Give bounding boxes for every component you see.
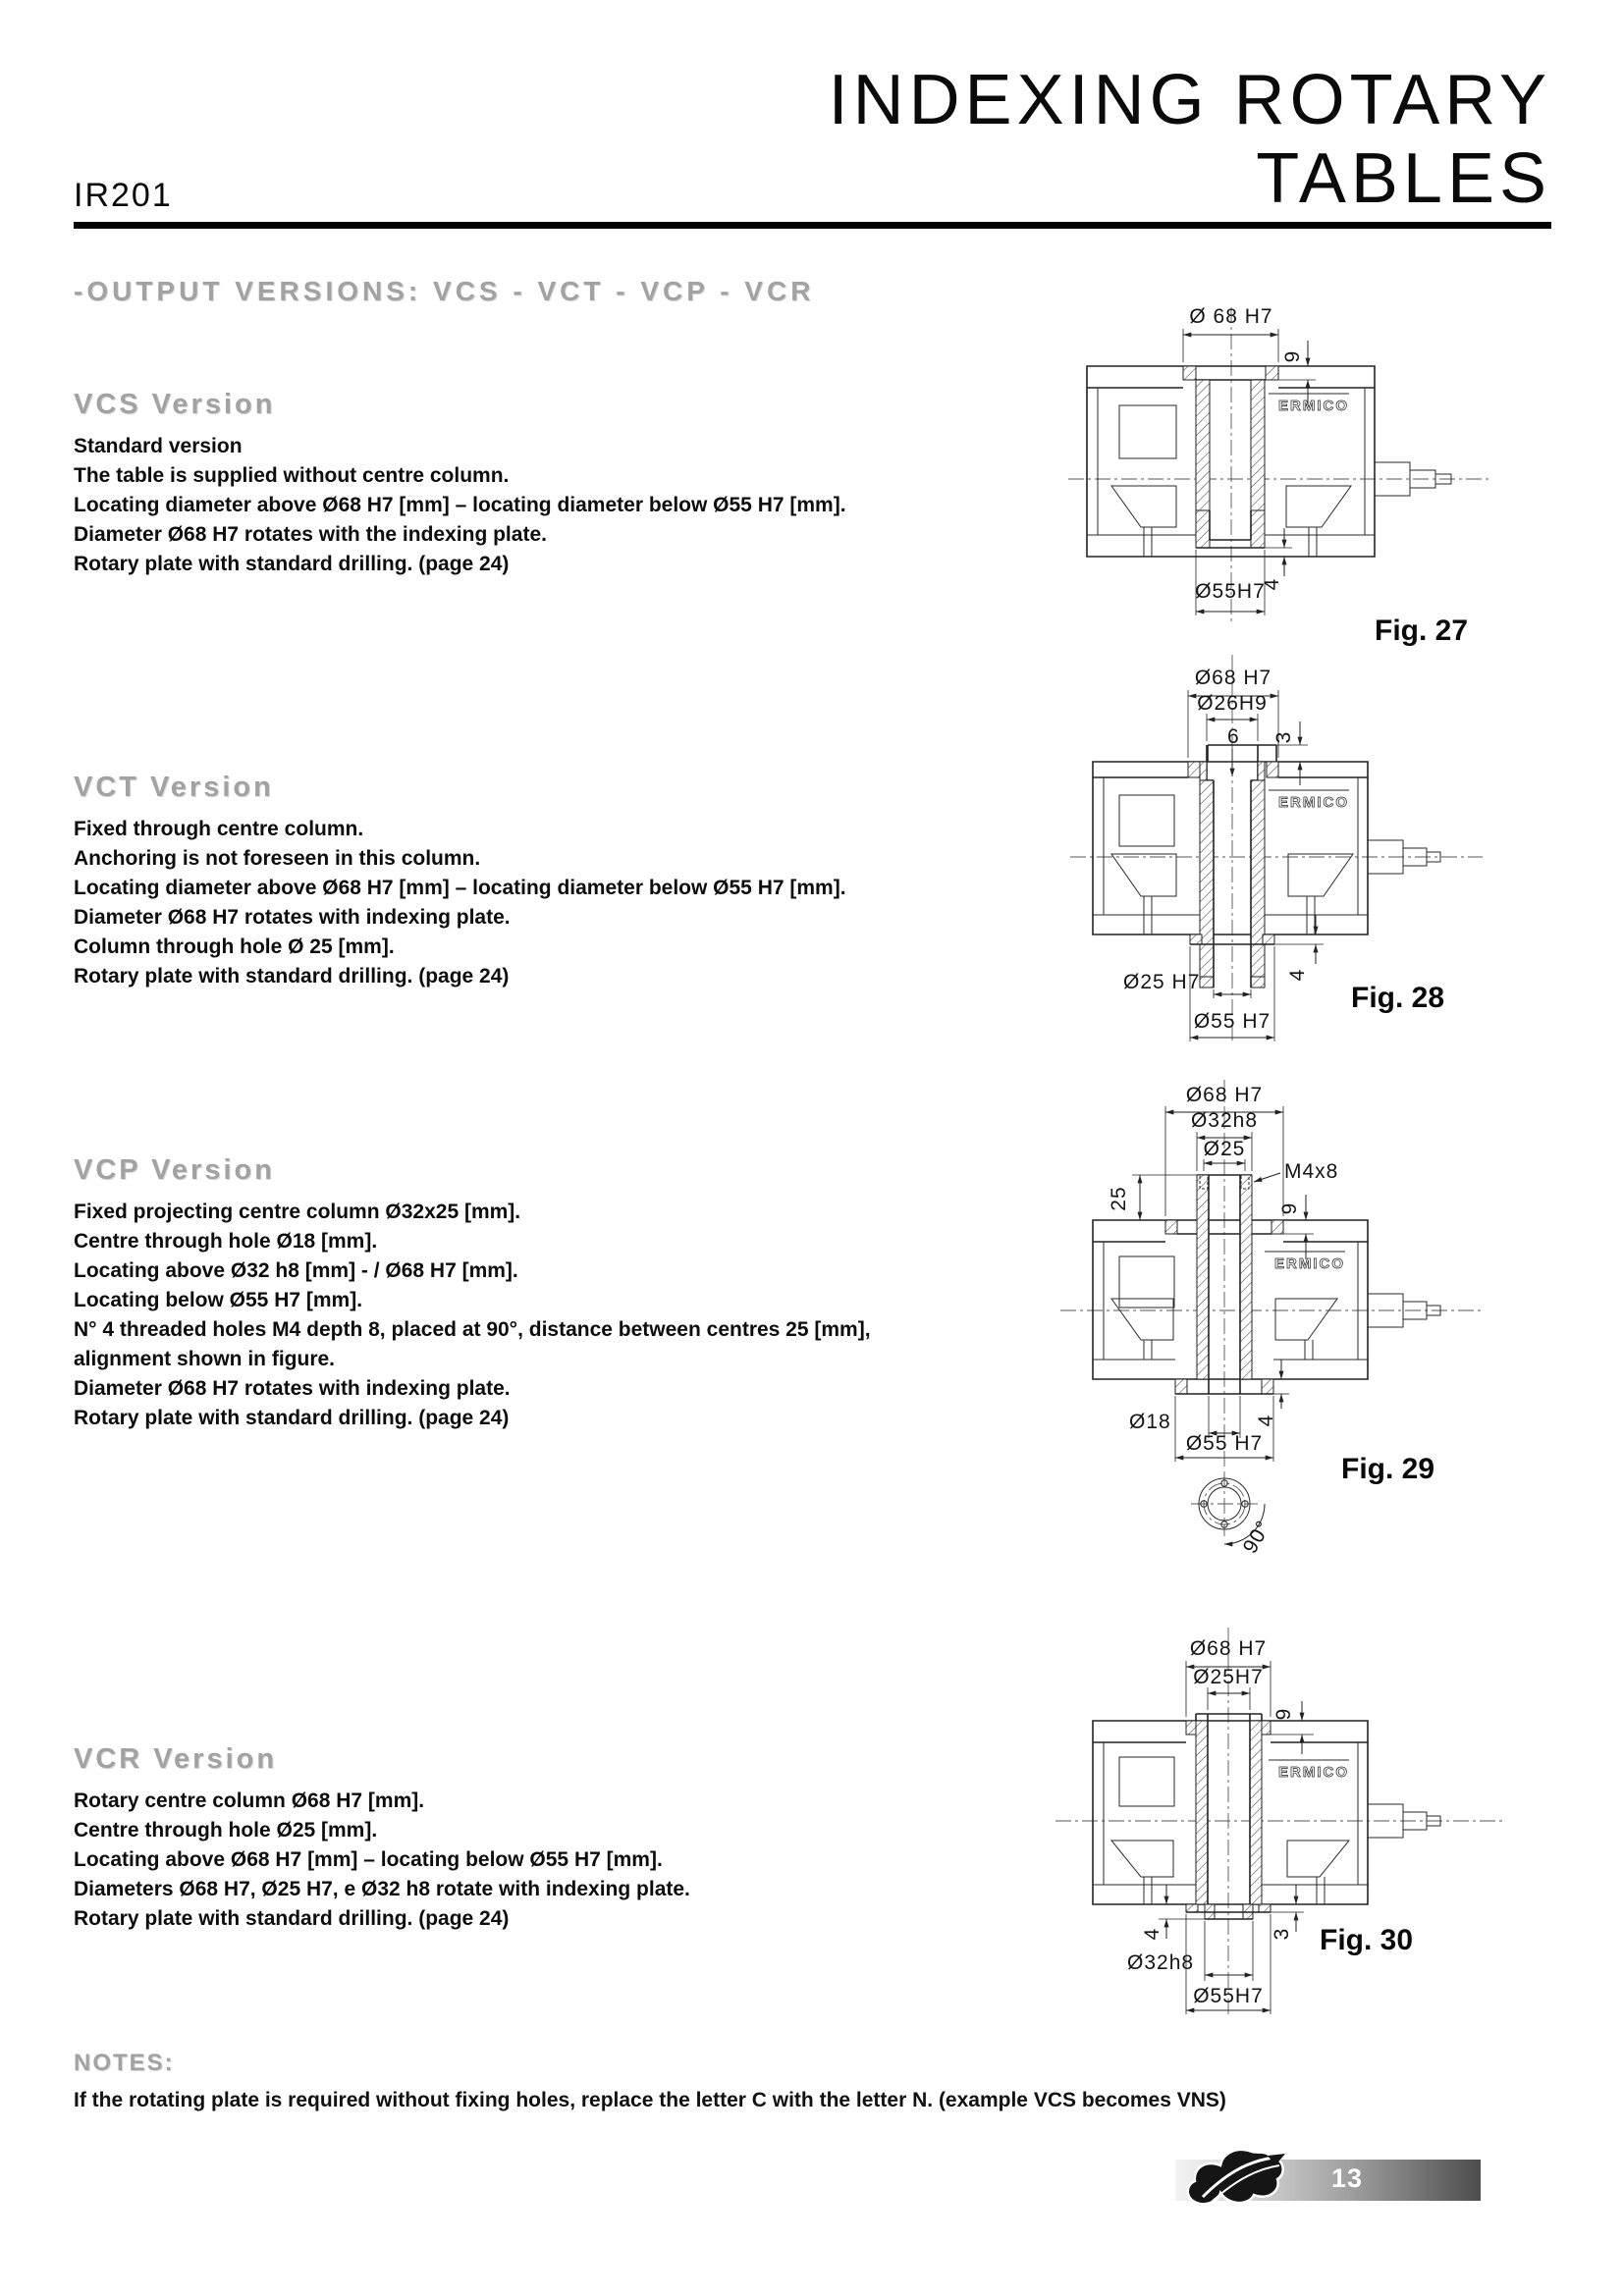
text-line: Locating below Ø55 H7 [mm].	[74, 1289, 363, 1311]
fig28-dim-depth: 3	[1272, 730, 1295, 744]
text-line: Diameter Ø68 H7 rotates with indexing plate.	[74, 1377, 511, 1400]
fig28-label: Fig. 28	[1351, 982, 1445, 1014]
text-line: Fixed through centre column.	[74, 818, 364, 840]
fig30-dim-bore: Ø25H7	[1193, 1666, 1264, 1688]
fig29-dim-depth: 9	[1278, 1201, 1301, 1215]
text-line: Column through hole Ø 25 [mm].	[74, 935, 395, 958]
text-line: Anchoring is not foreseen in this column.	[74, 847, 481, 870]
fig29-dim-bottom: Ø55 H7	[1185, 1432, 1264, 1455]
vcs-text	[74, 432, 1036, 579]
vcp-text	[74, 1198, 1036, 1433]
text-line: Diameter Ø68 H7 rotates with the indexing plate.	[74, 523, 547, 546]
text-line: Locating above Ø68 H7 [mm] – locating below Ø55 H7 [mm].	[74, 1848, 663, 1871]
text-line: Centre through hole Ø25 [mm].	[74, 1819, 378, 1842]
machine-logo: ERMICO	[1278, 398, 1349, 414]
fig30-dim-protrusion-right: 3	[1271, 1927, 1293, 1941]
fig30-dim-bottom: Ø55H7	[1193, 1985, 1264, 2007]
vct-heading: VCT Version	[74, 772, 274, 803]
fig30-dim-top: Ø68 H7	[1189, 1637, 1268, 1660]
fig29-dim-thread: M4x8	[1284, 1160, 1339, 1183]
text-line: Rotary plate with standard drilling. (page 24)	[74, 1407, 510, 1429]
fig29-dim-angle: 90°	[1238, 1516, 1276, 1558]
fig28-dim-step: 6	[1227, 725, 1240, 748]
text-line: Diameter Ø68 H7 rotates with indexing plate.	[74, 906, 511, 929]
text-line: Locating above Ø32 h8 [mm] - / Ø68 H7 [mm].	[74, 1259, 518, 1282]
text-line: Standard version	[74, 435, 243, 457]
fig29-dim-projection: 25	[1108, 1186, 1130, 1211]
text-line: Diameters Ø68 H7, Ø25 H7, e Ø32 h8 rotate with indexing plate.	[74, 1878, 690, 1900]
vcs-section	[74, 389, 1036, 579]
fig30-dim-column: Ø32h8	[1127, 1951, 1195, 1974]
fig28-dim-bottom: Ø55 H7	[1193, 1010, 1271, 1033]
vcp-heading: VCP Version	[74, 1154, 275, 1186]
fig28-dim-top: Ø68 H7	[1194, 667, 1272, 689]
vcr-heading: VCR Version	[74, 1743, 278, 1775]
page-title-line1: INDEXING ROTARY	[828, 61, 1551, 139]
text-line: Rotary plate with standard drilling. (page 24)	[74, 1907, 510, 1930]
text-line: Rotary plate with standard drilling. (page 24)	[74, 553, 510, 575]
fig30-dim-protrusion-left: 4	[1141, 1927, 1163, 1941]
text-line: Locating diameter above Ø68 H7 [mm] – locating diameter below Ø55 H7 [mm].	[74, 494, 846, 516]
vct-text	[74, 815, 1036, 991]
machine-logo: ERMICO	[1278, 794, 1349, 811]
page-title-line2: TABLES	[1256, 139, 1551, 218]
fig30-label: Fig. 30	[1320, 1924, 1414, 1956]
fig27-dim-top: Ø 68 H7	[1189, 305, 1273, 328]
fig29-dim-column: Ø32h8	[1190, 1109, 1259, 1132]
fig29-drawing	[1021, 1065, 1591, 1561]
fig27-dim-bottom: Ø55H7	[1195, 580, 1266, 603]
fig27-label: Fig. 27	[1375, 614, 1469, 647]
fig29-dim-protrusion: 4	[1255, 1414, 1277, 1427]
fig27-drawing	[1021, 290, 1571, 628]
text-line: Rotary centre column Ø68 H7 [mm].	[74, 1789, 425, 1812]
fig29-dim-bolt-circle: Ø25	[1203, 1138, 1246, 1160]
fig28-dim-bore: Ø25 H7	[1123, 971, 1201, 993]
fig28-drawing	[1021, 643, 1571, 1047]
fig30-dim-depth: 9	[1272, 1707, 1295, 1721]
vcs-heading: VCS Version	[74, 389, 276, 420]
machine-logo: ERMICO	[1274, 1255, 1345, 1272]
fig29-dim-top: Ø68 H7	[1185, 1084, 1264, 1106]
page-number: 13	[1331, 2163, 1364, 2193]
fig27-dim-protrusion: 4	[1261, 577, 1283, 591]
page-title	[829, 61, 1551, 218]
header-rule	[74, 222, 1551, 229]
vct-section	[74, 772, 1036, 991]
model-code: IR201	[74, 177, 173, 214]
text-line: Fixed projecting centre column Ø32x25 [mm].	[74, 1201, 521, 1223]
notes-heading: NOTES:	[74, 2050, 175, 2076]
text-line: Centre through hole Ø18 [mm].	[74, 1230, 378, 1253]
text-line: Locating diameter above Ø68 H7 [mm] – locating diameter below Ø55 H7 [mm].	[74, 877, 846, 899]
machine-logo: ERMICO	[1278, 1764, 1349, 1781]
text-line: N° 4 threaded holes M4 depth 8, placed at 90°, distance between centres 25 [mm],	[74, 1318, 871, 1341]
fig29-dim-bore: Ø18	[1129, 1411, 1171, 1433]
fig28-dim-protrusion: 4	[1286, 968, 1309, 982]
vcr-section	[74, 1743, 1036, 1934]
vcr-text	[74, 1787, 1036, 1934]
fig30-drawing	[1011, 1620, 1591, 2024]
text-line: alignment shown in figure.	[74, 1348, 336, 1370]
notes-text: If the rotating plate is required without fixing holes, replace the letter C with the letter N. (example VCS becomes VNS)	[74, 2089, 1226, 2111]
fig29-label: Fig. 29	[1341, 1453, 1435, 1485]
fig27-dim-depth: 9	[1281, 349, 1304, 363]
footer-logo-icon	[1183, 2146, 1301, 2218]
vcp-section	[74, 1154, 1036, 1433]
text-line: Rotary plate with standard drilling. (page 24)	[74, 965, 510, 988]
section-heading: -OUTPUT VERSIONS: VCS - VCT - VCP - VCR	[74, 276, 815, 306]
text-line: The table is supplied without centre column.	[74, 464, 510, 487]
fig28-dim-counterbore: Ø26H9	[1197, 692, 1268, 715]
